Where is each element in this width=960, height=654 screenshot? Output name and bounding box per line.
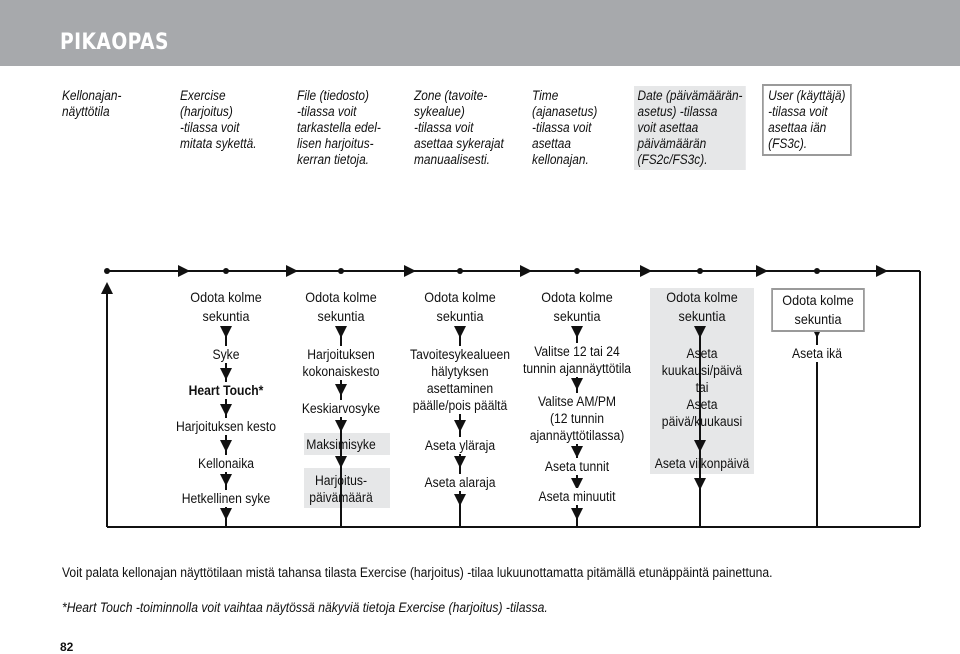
flow-item-line: Valitse AM/PM (537, 394, 617, 409)
column-head (415, 288, 505, 326)
flow-item (301, 472, 382, 506)
mode-line: mitata sykettä. (180, 136, 257, 151)
mode-line: (harjoitus) (180, 104, 233, 119)
return-arrow-up (101, 282, 113, 294)
mode-line: sykealue) (414, 104, 465, 119)
flow-arrow-right (640, 265, 652, 277)
heart-touch-note: *Heart Touch -toiminnolla voit vaihtaa näytössä näkyviä tietoja Exercise (harjoitus) -tilassa. (62, 600, 548, 615)
column-head-line: Odota kolme (424, 289, 496, 305)
flow-item-line: Hetkellinen syke (181, 491, 271, 506)
flow-dot (104, 268, 110, 274)
flow-item-line: Valitse 12 tai 24 (534, 344, 620, 359)
flow-item-line: ajannäyttötilassa) (529, 428, 625, 443)
flow-arrow-down (454, 420, 466, 432)
flow-arrow-down (571, 508, 583, 520)
column-head-line: sekuntia (436, 308, 484, 324)
flow-arrow-down (694, 478, 706, 490)
flow-dot (457, 268, 463, 274)
mode-line: kerran tietoja. (297, 152, 369, 167)
flow-item-line: Aseta (686, 346, 718, 361)
flow-item (168, 490, 285, 507)
flow-item (519, 343, 636, 377)
flow-item-line: Kellonaika (197, 456, 255, 471)
flow-arrow-down (694, 326, 706, 338)
mode-line: manuaalisesti. (414, 152, 490, 167)
flow-item (415, 474, 505, 491)
mode-line: Time (532, 88, 559, 103)
mode-line: tarkastella edel- (297, 120, 381, 135)
flow-item-line: päivä/kuukausi (661, 414, 743, 429)
flow-item-line: hälytyksen (431, 364, 489, 379)
flow-arrow-down (220, 474, 232, 486)
mode-line: päivämäärän (637, 136, 707, 151)
flow-item-line: päivämäärä (309, 490, 373, 505)
flow-item-line: Harjoituksen kesto (176, 419, 276, 434)
flow-arrow-down (571, 378, 583, 390)
column-head-line: sekuntia (317, 308, 365, 324)
flow-item (528, 488, 627, 505)
mode-line: näyttötila (62, 104, 110, 119)
flow-item-line: Harjoitus- (314, 473, 367, 488)
flow-arrow-down (220, 404, 232, 416)
mode-line: Exercise (180, 88, 226, 103)
column-head-line: sekuntia (678, 308, 726, 324)
mode-line: -tilassa voit (297, 104, 357, 119)
flow-item-line: päälle/pois päältä (412, 398, 508, 413)
flow-item (172, 382, 280, 399)
mode-line: User (käyttäjä) (768, 88, 846, 103)
flow-item (646, 455, 758, 472)
flow-item-line: Aseta viikonpäivä (654, 456, 750, 471)
column-head-line: sekuntia (202, 308, 250, 324)
mode-line: asettaa iän (768, 120, 827, 135)
flow-arrow-right (286, 265, 298, 277)
mode-line: asettaa (532, 136, 571, 151)
column-head-line: Odota kolme (782, 292, 854, 308)
flow-arrow-down (454, 494, 466, 506)
flow-item (415, 437, 505, 454)
flow-item (301, 436, 382, 453)
mode-line: (FS3c). (768, 136, 808, 151)
flow-item (406, 346, 514, 414)
column-head (532, 288, 622, 326)
mode-line: asetus) -tilassa (637, 104, 718, 119)
flow-arrow-down (220, 326, 232, 338)
flow-arrow-right (520, 265, 532, 277)
flow-item (172, 346, 280, 363)
flow-arrow-down (335, 326, 347, 338)
flow-dot (697, 268, 703, 274)
flow-item-line: (12 tunnin (549, 411, 605, 426)
page-number: 82 (60, 640, 74, 654)
column-head-line: Odota kolme (190, 289, 262, 305)
flow-arrow-down (220, 508, 232, 520)
column-head (181, 288, 271, 326)
return-note: Voit palata kellonajan näyttötilaan mistä tahansa tilasta Exercise (harjoitus) -tilaa lukuunottamatta pitämällä etunäppäintä painettuna. (62, 565, 773, 580)
flow-item-line: Keskiarvosyke (301, 401, 381, 416)
flow-item-line: asettaminen (426, 381, 494, 396)
mode-line: -tilassa voit (532, 120, 592, 135)
mode-line: -tilassa voit (414, 120, 474, 135)
flow-item-line: Aseta yläraja (424, 438, 496, 453)
mode-line: File (tiedosto) (297, 88, 369, 103)
mode-line: kellonajan. (532, 152, 589, 167)
flow-item-line: Harjoituksen (307, 347, 375, 362)
mode-line: (FS2c/FS3c). (637, 152, 708, 167)
column-head-line: Odota kolme (305, 289, 377, 305)
flow-item (292, 346, 391, 380)
column-head (296, 288, 386, 326)
mode-line: (ajanasetus) (532, 104, 598, 119)
flow-item (777, 345, 858, 362)
flow-arrow-down (454, 326, 466, 338)
flow-arrow-down (335, 420, 347, 432)
mode-line: asettaa sykerajat (414, 136, 504, 151)
flow-arrow-down (220, 368, 232, 380)
column-head (655, 288, 749, 326)
mode-line: Kellonajan- (62, 88, 122, 103)
flow-item-line: kuukausi/päivä (661, 363, 743, 378)
flow-arrow-down (571, 326, 583, 338)
flow-arrow-down (454, 456, 466, 468)
flow-item-line: Tavoitesykealueen (410, 347, 510, 362)
column-head-line: sekuntia (553, 308, 601, 324)
column-head-line: Odota kolme (666, 289, 738, 305)
mode-line: -tilassa voit (180, 120, 240, 135)
flow-item-line: Aseta (686, 397, 718, 412)
mode-line: Zone (tavoite- (414, 88, 488, 103)
flow-arrow-down (335, 384, 347, 396)
flow-item (532, 458, 622, 475)
column-head (771, 288, 865, 332)
flow-item (655, 345, 749, 430)
mode-line: lisen harjoitus- (297, 136, 374, 151)
flow-arrow-down (694, 440, 706, 452)
flow-arrow-down (335, 456, 347, 468)
flow-arrow-right (756, 265, 768, 277)
flow-dot (223, 268, 229, 274)
column-head-line: Odota kolme (541, 289, 613, 305)
mode-line: Date (päivämäärän- (637, 88, 743, 103)
flow-dot (574, 268, 580, 274)
flow-item-line: Aseta ikä (792, 346, 842, 361)
flow-item-line: kokonaiskesto (302, 364, 380, 379)
flow-item (292, 400, 391, 417)
flow-item-line: tunnin ajannäyttötila (522, 361, 632, 376)
mode-line: voit asettaa (637, 120, 699, 135)
mode-line: -tilassa voit (768, 104, 828, 119)
flow-item (523, 393, 631, 444)
page-title: PIKAOPAS (60, 30, 169, 55)
flow-item-line: Maksimisyke (306, 437, 376, 452)
flow-item-line: Heart Touch* (188, 383, 264, 398)
flow-arrow-right (404, 265, 416, 277)
flow-arrow-down (220, 440, 232, 452)
flow-dot (814, 268, 820, 274)
column-head-line: sekuntia (794, 311, 842, 327)
flow-arrow-right (876, 265, 888, 277)
flow-item-line: Aseta minuutit (538, 489, 616, 504)
flow-dot (338, 268, 344, 274)
flow-item (172, 455, 280, 472)
flow-item-line: Aseta alaraja (424, 475, 496, 490)
flow-item-line: tai (695, 380, 709, 395)
flow-item (168, 418, 285, 435)
flow-item-line: Syke (212, 347, 240, 362)
flow-arrow-down (571, 446, 583, 458)
flow-item-line: Aseta tunnit (544, 459, 610, 474)
flow-arrow-right (178, 265, 190, 277)
